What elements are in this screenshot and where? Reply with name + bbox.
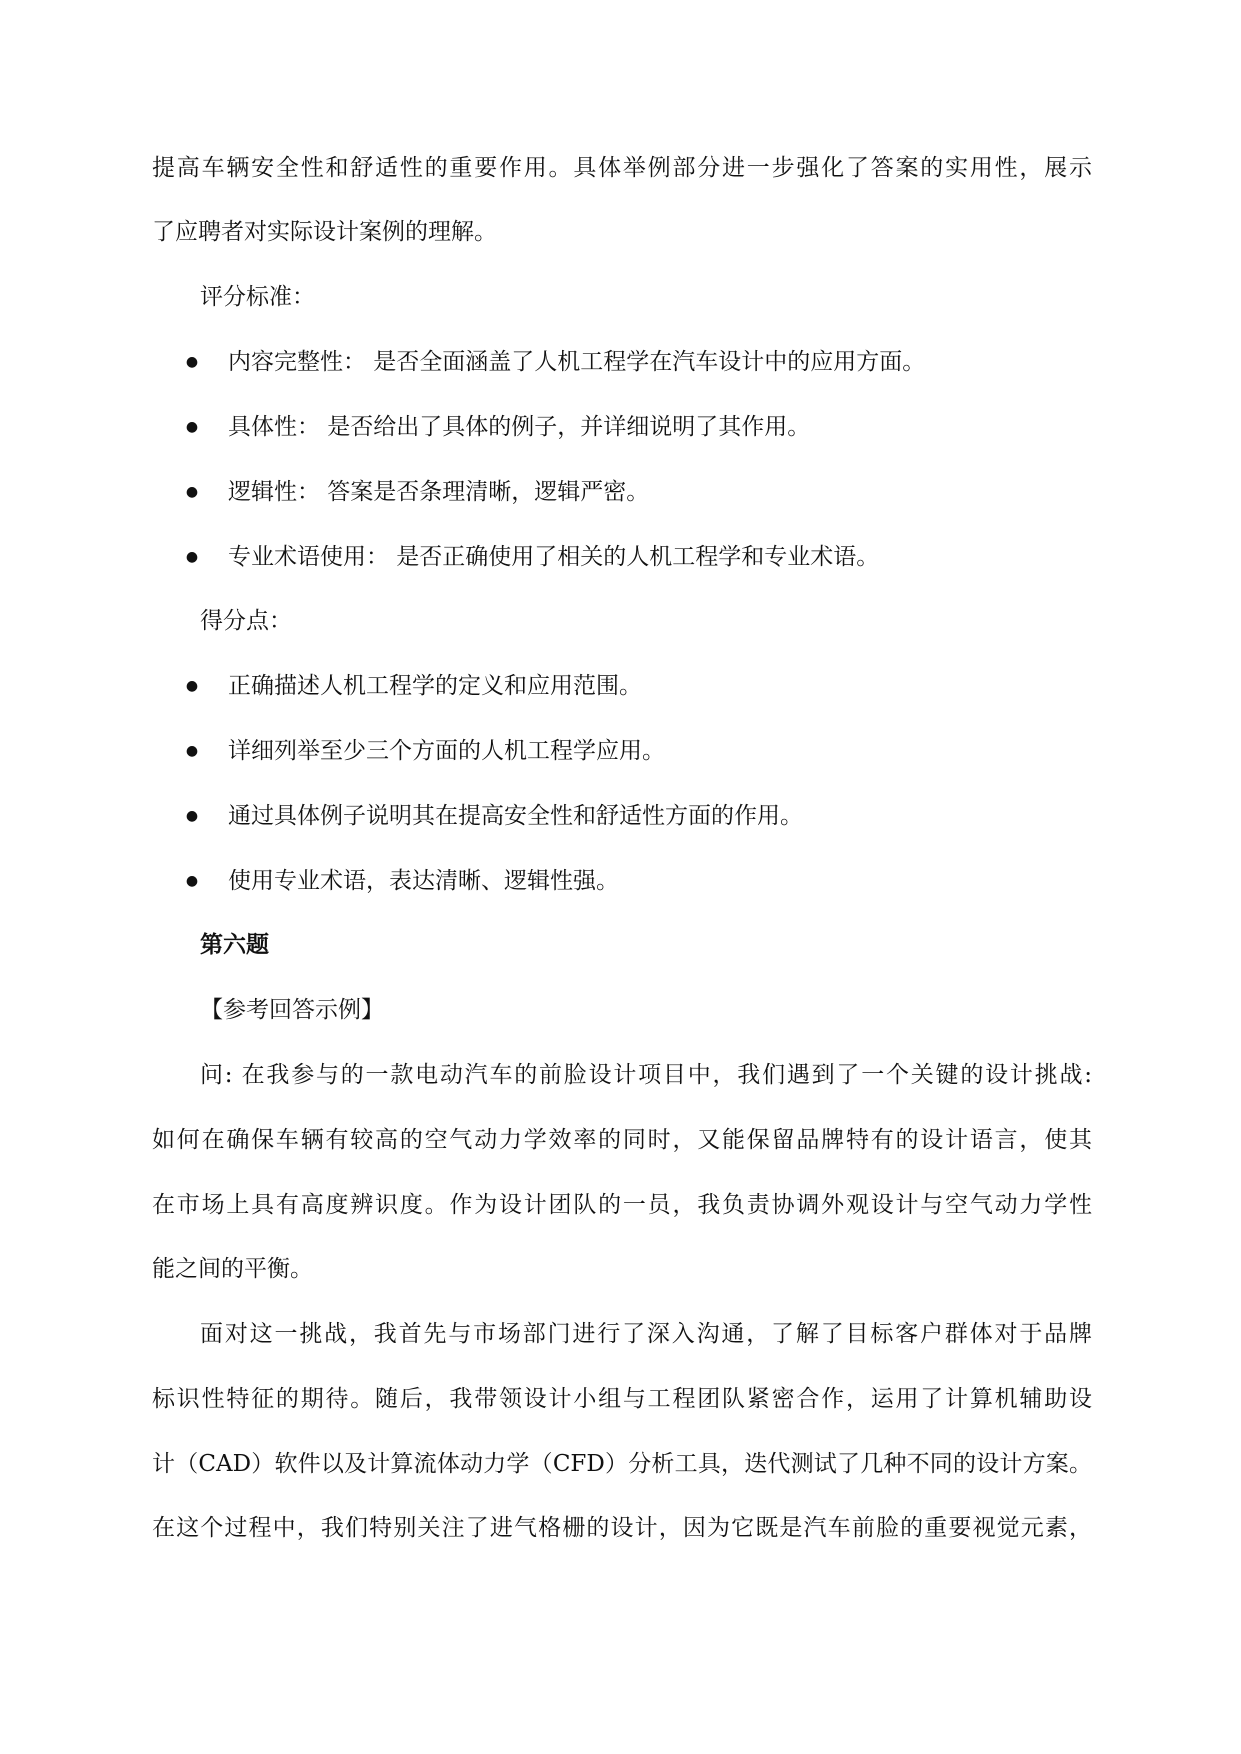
- bullet-icon: ●: [185, 549, 199, 565]
- paragraph-line: 能之间的平衡。: [152, 1256, 313, 1282]
- paragraph-line: 计（CAD）软件以及计算流体动力学（CFD）分析工具，迭代测试了几种不同的设计方案。: [152, 1451, 1092, 1477]
- section-title: 第六题: [200, 931, 269, 958]
- bullet-icon: ●: [185, 354, 199, 370]
- paragraph-line: 在这个过程中，我们特别关注了进气格栅的设计，因为它既是汽车前脸的重要视觉元素，: [152, 1515, 1092, 1541]
- paragraph-line: 了应聘者对实际设计案例的理解。: [152, 219, 497, 245]
- list-item: 逻辑性： 答案是否条理清晰，逻辑严密。: [228, 479, 650, 505]
- bullet-icon: ●: [185, 484, 199, 500]
- paragraph-line: 提高车辆安全性和舒适性的重要作用。具体举例部分进一步强化了答案的实用性，展示: [152, 155, 1092, 181]
- bullet-icon: ●: [185, 873, 199, 889]
- section-subtitle: 【参考回答示例】: [200, 997, 384, 1023]
- bullet-icon: ●: [185, 808, 199, 824]
- list-item: 详细列举至少三个方面的人机工程学应用。: [228, 738, 665, 764]
- list-item: 正确描述人机工程学的定义和应用范围。: [228, 673, 642, 699]
- list-item: 具体性： 是否给出了具体的例子，并详细说明了其作用。: [228, 414, 811, 440]
- paragraph-line: 问: 在我参与的一款电动汽车的前脸设计项目中，我们遇到了一个关键的设计挑战:: [200, 1062, 1092, 1088]
- paragraph-line: 面对这一挑战，我首先与市场部门进行了深入沟通，了解了目标客户群体对于品牌: [200, 1321, 1092, 1347]
- bullet-icon: ●: [185, 419, 199, 435]
- paragraph-line: 如何在确保车辆有较高的空气动力学效率的同时，又能保留品牌特有的设计语言，使其: [152, 1127, 1092, 1153]
- bullet-icon: ●: [185, 678, 199, 694]
- list-item: 通过具体例子说明其在提高安全性和舒适性方面的作用。: [228, 803, 803, 829]
- score-points-heading: 得分点：: [200, 608, 292, 634]
- paragraph-line: 标识性特征的期待。随后，我带领设计小组与工程团队紧密合作，运用了计算机辅助设: [152, 1386, 1092, 1412]
- bullet-icon: ●: [185, 743, 199, 759]
- list-item: 内容完整性： 是否全面涵盖了人机工程学在汽车设计中的应用方面。: [228, 349, 926, 375]
- list-item: 专业术语使用： 是否正确使用了相关的人机工程学和专业术语。: [228, 544, 880, 570]
- paragraph-line: 在市场上具有高度辨识度。作为设计团队的一员，我负责协调外观设计与空气动力学性: [152, 1192, 1092, 1218]
- scoring-criteria-heading: 评分标准：: [200, 284, 315, 310]
- list-item: 使用专业术语，表达清晰、逻辑性强。: [228, 868, 619, 894]
